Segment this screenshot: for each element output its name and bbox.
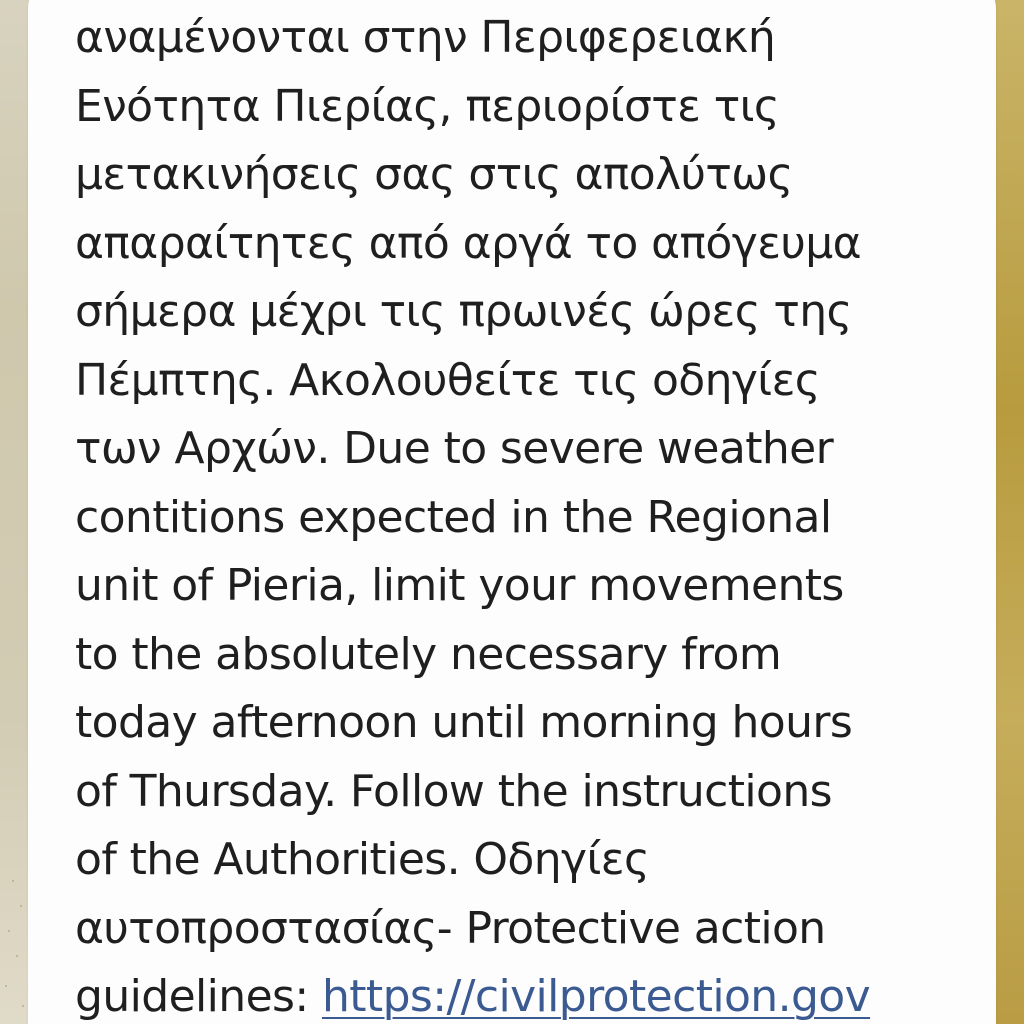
wallpaper-speck: [22, 1005, 24, 1007]
message-line-last: [75, 963, 975, 1024]
message-line: of Thursday. Follow the instructions: [75, 765, 832, 817]
message-line: αναμένονται στην Περιφερειακή: [75, 12, 776, 63]
wallpaper-speck: [12, 880, 14, 882]
message-line: σήμερα μέχρι τις πρωινές ώρες της: [75, 286, 852, 337]
wallpaper-speck: [20, 905, 22, 907]
message-line-prefix: guidelines:: [75, 971, 322, 1022]
message-line: unit of Pieria, limit your movements: [75, 560, 844, 611]
message-line: των Αρχών. Due to severe weather: [75, 423, 834, 474]
message-line: αυτοπροστασίας- Protective action: [75, 902, 826, 954]
message-text: [75, 4, 975, 1024]
message-line: μετακινήσεις σας στις απολύτως: [75, 149, 793, 200]
message-line: of the Authorities. Οδηγίες: [75, 834, 650, 885]
message-line: today afternoon until morning hours: [75, 697, 853, 748]
message-line: Ενότητα Πιερίας, περιορίστε τις: [75, 80, 780, 132]
wallpaper-speck: [16, 955, 18, 957]
wallpaper-speck: [8, 930, 10, 932]
message-line: Πέμπτης. Ακολουθείτε τις οδηγίες: [75, 354, 820, 406]
message-line: to the absolutely necessary from: [75, 628, 782, 680]
message-line: contitions expected in the Regional: [75, 491, 832, 543]
message-line: απαραίτητες από αργά το απόγευμα: [75, 217, 862, 269]
wallpaper-speck: [5, 985, 7, 987]
civil-protection-link[interactable]: https://civilprotection.gov: [321, 971, 871, 1022]
wallpaper-right: [994, 0, 1024, 1024]
